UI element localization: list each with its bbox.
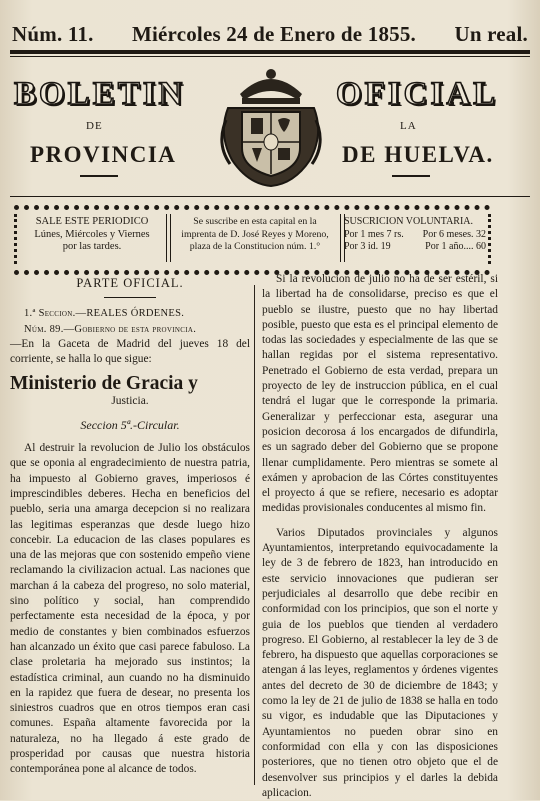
schedule-line-1: SALE ESTE PERIODICO bbox=[35, 216, 149, 227]
issue-price: Un real. bbox=[454, 22, 528, 46]
column-divider bbox=[254, 285, 255, 785]
coat-of-arms-icon bbox=[218, 64, 324, 190]
title-provincia: PROVINCIA bbox=[30, 142, 177, 167]
heading-rule bbox=[104, 297, 156, 298]
right-paragraph-1: Si la revolucion de julio no ha de ser estéril, si la libertad ha de consolidarse, preciso es que el pueblo se ilustre, puesto que no hay libertad posible, puesto que esta es el principal elemento de todas las sociedades y especialmente de las que se hallan regidas por el sistema representativo. Penetrado el Gobierno de esta verdad, prepara un proyecto de ley de instruccion pública, en el cual tendrá el lugar que le corresponde la primaria. Generalizar y perfeccionar esta, asegurar una posicion decorosa á los encargados de difundirla, es un sagrado deber del Gobierno que se propone llenar cumplidamente. Pero mientras se somete al exámen y aprobacion de las Córtes constituyentes el proyecto á que se refiere, necesario es adoptar medidas provisionales conducentes al mismo fin. bbox=[262, 273, 498, 515]
price-six-months: Por 6 meses. 32 bbox=[422, 228, 486, 240]
section-heading: PARTE OFICIAL. bbox=[76, 276, 184, 290]
issue-date: Miércoles 24 de Enero de 1855. bbox=[131, 22, 416, 46]
prices-title: SUSCRICION VOLUNTARIA. bbox=[344, 216, 474, 227]
title-de: DE bbox=[86, 120, 103, 132]
circular-body: Al destruir la revolucion de Julio los obstáculos que se oponia al engradecimiento de nuestra patria, ha impuesto al Gobierno graves, imperiosos é imprescindibles deberes. Hecha en beneficios del pueblo, seria una amarga decepcion si no realizara las legitimas esperanzas que desde luego hizo concebir. La educacion de las clases populares es una de las mejoras que con sostenido empeño viene reclamando la civilizacion actual. Las naciones que marchan á la cabeza del progreso, no solo material, sino político y social, han comprendido perfectamente esta necesidad de la época, y por medio de constantes y bien combinados esfuerzos han alcanzado un éxito que casi parece fabuloso. La clase proletaria ha mejorado sus instintos; la estadística criminal, aun cuando no ha disminuido en la rapidez que fuera de desear, no presenta los siniestros cuadros que en otros tiempos eran casi comunes. España altamente favorecida por la naturaleza, no ha llegado á este grado de prosperidad por causas que nuestra historia contemporánea pone al alcance de todos. bbox=[10, 442, 250, 776]
subscription-place bbox=[172, 216, 338, 254]
gaceta-intro: —En la Gaceta de Madrid del jueves 18 del corriente, se halla lo que sigue: bbox=[10, 337, 250, 366]
box-border-left bbox=[14, 214, 21, 264]
prices-row-1 bbox=[344, 229, 486, 242]
box-border-right bbox=[488, 214, 495, 264]
ministry-subheading: Justicia. bbox=[111, 395, 149, 408]
masthead-rule bbox=[10, 50, 530, 54]
right-column bbox=[262, 272, 498, 801]
title-ornament-right bbox=[392, 175, 430, 177]
seccion-heading: 1.ª Seccion.—REALES ÓRDENES. bbox=[24, 308, 185, 320]
price-one-month: Por 1 mes 7 rs. bbox=[344, 228, 404, 240]
place-line-3: plaza de la Constitucion núm. 1.° bbox=[189, 241, 321, 252]
schedule-line-2: Lúnes, Miércoles y Viernes bbox=[34, 228, 150, 240]
order-number: Núm. 89.—Gobierno de esta provincia. bbox=[24, 323, 197, 335]
box-separator bbox=[166, 214, 171, 262]
subscription-prices bbox=[344, 216, 486, 254]
masthead-rule-thin bbox=[10, 56, 530, 57]
subscription-box bbox=[14, 205, 490, 275]
title-oficial: OFICIAL bbox=[336, 76, 499, 112]
ministry-heading: Ministerio de Gracia y bbox=[10, 373, 198, 395]
title-de-huelva: DE HUELVA. bbox=[342, 142, 494, 167]
left-column bbox=[10, 272, 250, 778]
title-boletin: BOLETIN bbox=[14, 76, 186, 112]
right-paragraph-2: Varios Diputados provinciales y algunos Ayuntamientos, interpretando equivocadamente la ley de 3 de febrero de 1823, han introducido en este servicio innovaciones que pudieran ser perjudiciales al desarrollo que debe recibir en conformidad con los principios, que son el norte y guia de los pueblos que tienden al verdadero progreso. El Gobierno, al restablecer la ley de 3 de febrero, ha dispuesto que aquellas corporaciones se atengan á las leyes, reglamentos y órdenes vigentes antes del decreto de 30 de diciembre de 1843; y como la ley de 21 de julio de 1838 se halla en todo su vigor, es indudable que las Diputaciones y Ayuntamientos no pueden obrar sino en conformidad con ella y con las disposiciones posteriores, que no tienen otro objeto que el de desenvolver sus principios y el darles la debida aplicacion. bbox=[262, 526, 498, 799]
title-rule bbox=[10, 196, 530, 197]
title-ornament-left bbox=[80, 175, 118, 177]
masthead-line bbox=[12, 22, 528, 48]
schedule-line-3: por las tardes. bbox=[62, 241, 122, 252]
publication-schedule bbox=[22, 216, 162, 254]
title-la: LA bbox=[400, 120, 417, 132]
issue-number: Núm. 11. bbox=[12, 22, 94, 46]
place-line-1: Se suscribe en esta capital en la bbox=[193, 216, 317, 227]
price-three-months: Por 3 id. 19 bbox=[344, 241, 391, 252]
place-line-2: imprenta de D. José Reyes y Moreno, bbox=[181, 228, 329, 240]
circular-heading: Seccion 5ª.-Circular. bbox=[80, 417, 180, 432]
price-one-year: Por 1 año.... 60 bbox=[425, 241, 486, 252]
prices-row-2 bbox=[344, 241, 486, 254]
